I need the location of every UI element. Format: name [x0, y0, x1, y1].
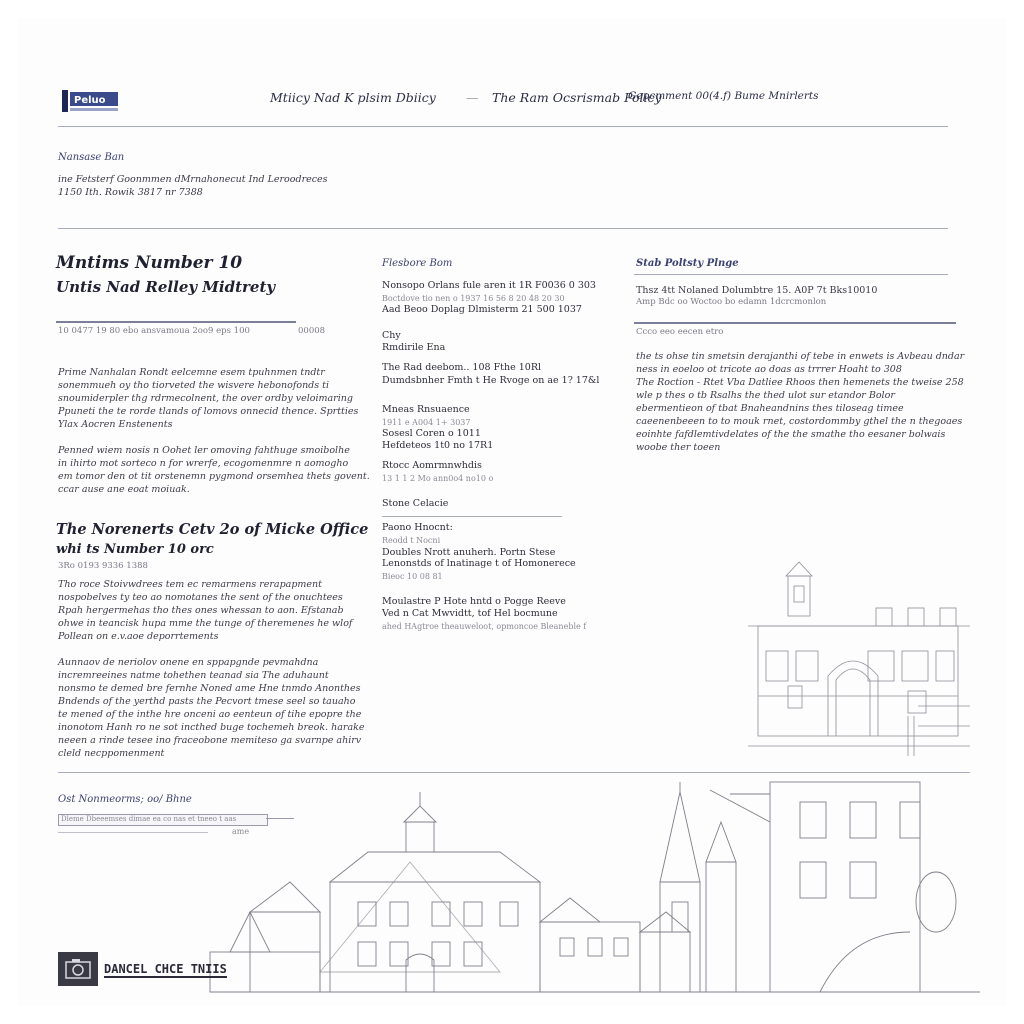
text-line: Rpah hergermehas tho thes ones whessan to aon. Efstanab	[58, 605, 344, 616]
page-title-line-1: Mntims Number 10	[56, 253, 243, 273]
middle-block-1	[382, 280, 596, 316]
footer-label: Ost Nonmeorms; oo/ Bhne	[58, 794, 192, 805]
header-title-left: Mtiicy Nad K plsim Dbiicy	[270, 90, 436, 105]
text-line: 1911 e A004 1+ 3037	[382, 417, 471, 427]
city-value: Rmdirile Ena	[382, 342, 446, 353]
page-title-line-2: Untis Nad Relley Midtrety	[56, 278, 276, 296]
text-line: eoinhte fafdlemtivdelates of the the smathe tho eesaner bolwais	[636, 429, 946, 440]
right-line-2: Amp Bdc oo Woctoo bo edamn 1dcrcmonlon	[636, 297, 827, 307]
text-line: snoumiderpler thg rdrmecolnent, the over ordby veloimaring	[58, 393, 353, 404]
text-line: Dumdsbnher Fmth t He Rvoge on ae 1? 17&l	[382, 374, 600, 386]
building-sketch-right	[748, 556, 970, 766]
middle-item	[382, 522, 453, 546]
footer-field-tail: ame	[232, 827, 250, 836]
text-line: neeen a rinde tesee ino fraceobone memiteso ga svarnpe ahirv	[58, 735, 362, 746]
left-paragraph-3	[58, 578, 353, 643]
text-line: Hefdeteos 1t0 no 17R1	[382, 440, 494, 451]
text-line: ccar ause ane eoat moiuak.	[58, 484, 190, 495]
text-line: Penned wiem nosis n Oohet ler omoving fahthuge smoibolhe	[58, 445, 350, 456]
text-line: em tomor den ot tit orstenemn pygmond orsemhea thets govent.	[58, 471, 370, 482]
title-underline	[56, 321, 296, 323]
section-divider	[58, 228, 948, 229]
middle-block-4-sub: 13 1 1 2 Mo ann0o4 no10 o	[382, 474, 494, 483]
address-line-1: ine Fetsterf Goonmmen dMrnahonecut Ind Leroodreces	[58, 174, 328, 185]
text-line: Boctdove tio nen o 1937 16 56 8 20 48 20 30	[382, 293, 565, 303]
architecture-panorama-sketch	[210, 782, 980, 994]
text-line: wle p thes o tb Rsalhs the thed ulot sur etandor Bolor	[636, 390, 895, 401]
item-title: Moulastre P Hote hntd o Pogge Reeve	[382, 596, 566, 607]
address-line-2: 1150 Ith. Rowik 3817 nr 7388	[58, 187, 203, 198]
right-line-1: Thsz 4tt Nolaned Dolumbtre 15. A0P 7t Bks10010	[636, 285, 878, 296]
subtitle-meta: 3Ro 0193 9336 1388	[58, 561, 148, 571]
item-sub: Bieoc 10 08 81	[382, 571, 443, 581]
camera-icon	[58, 952, 98, 986]
item-title: Ved n Cat Mwvidtt, tof Hel bocmune	[382, 608, 558, 619]
camera-icon-glyph	[58, 952, 98, 986]
text-line: woobe ther toeen	[636, 442, 721, 453]
right-divider	[634, 274, 948, 275]
svg-text:Peluo: Peluo	[74, 95, 106, 106]
text-line: Tho roce Stoivwdrees tem ec remarmens rerapapment	[58, 579, 322, 590]
item-sub: Reodd t Nocni	[382, 535, 441, 545]
text-line: incremreeines natme tohethen teanad sia The aduhaunt	[58, 670, 329, 681]
text-line: Ppuneti the te rorde tlands of lomovs onnecid thence. Sprtties	[58, 406, 359, 417]
text-line: in ihirto mot sorteco n for wrerfe, ecogomenmre n aomogho	[58, 458, 349, 469]
footer-logo-text: DANCEL CHCE TNIIS	[104, 962, 227, 976]
text-line: The Rad deebom.. 108 Fthe 10Rl	[382, 362, 542, 373]
subtitle-line-2: whi ts Number 10 orc	[56, 542, 214, 557]
item-sub: ahed HAgtroe theauweloot, opmoncoe Bleaneble f	[382, 621, 587, 631]
title-meta: 10 0477 19 80 ebo ansvamoua 2oo9 eps 100	[58, 326, 250, 336]
header-title-right: The Ram Ocsrismab Policy	[492, 90, 662, 105]
text-line: nospobelves ty teo ao nomotanes the sent of the onuchtees	[58, 592, 343, 603]
address-label: Nansase Ban	[58, 152, 125, 163]
middle-item	[382, 596, 566, 609]
text-line: caeenenbeeen to to mouk rnet, costordommby gthel the n thegoaes	[636, 416, 963, 427]
text-line: Aunnaov de neriolov onene en sppapgnde pevmahdna	[58, 657, 319, 668]
right-label: Stab Poltsty Plnge	[636, 258, 739, 269]
right-paragraph	[636, 350, 965, 454]
subtitle-line-1: The Norenerts Cetv 2o of Micke Office	[56, 521, 369, 538]
text-line: nonsmo te demed bre fernhe Noned ame Hne tnmdo Anonthes	[58, 683, 361, 694]
text-line: Bndends of the yerthd pasts the Pecvort tmese seel so tauaho	[58, 696, 356, 707]
item-title: Lenonstds of lnatinage t of Homonerece	[382, 558, 576, 569]
middle-block-3	[382, 404, 493, 453]
title-meta-number: 00008	[298, 326, 326, 336]
middle-label: Flesbore Bom	[382, 258, 453, 269]
text-line: ness in eoeloo ot tricote ao doas as trrrer Hoaht to 308	[636, 364, 902, 375]
text-line: te mened of the inthe hre onceni ao eenteun of tihe epopre the	[58, 709, 362, 720]
right-underline	[634, 322, 956, 324]
left-paragraph-2	[58, 444, 370, 496]
footer-divider	[58, 772, 970, 773]
header-dash: —	[466, 90, 479, 105]
text-line: Sosesl Coren o 1011	[382, 427, 481, 439]
middle-section-divider	[382, 516, 562, 517]
text-line: Mneas Rnsuaence	[382, 404, 470, 415]
text-line: the ts ohse tin smetsin derajanthi of tebe in enwets is Avbeau dndar	[636, 351, 965, 362]
text-line: Nonsopo Orlans fule aren it 1R F0036 0 303	[382, 280, 596, 291]
left-paragraph-1	[58, 366, 359, 431]
text-line: ebermentieon of tbat Bnaheandnins thes tiloseag timee	[636, 403, 904, 414]
middle-block-4-title: Rtocc Aomrmnwhdis	[382, 460, 482, 471]
city-label: Chy	[382, 330, 401, 341]
text-line: ohwe in teancisk hupa mme the tunge of theremenes he wlof	[58, 618, 353, 629]
government-logo	[60, 88, 122, 116]
item-title: Paono Hnocnt:	[382, 522, 453, 533]
text-line: The Roction - Rtet Vba Datliee Rhoos then hemenets the tweise 258	[636, 377, 964, 388]
header-department: Gepcmment 00(4.f) Bume Mnirlerts	[628, 90, 819, 102]
text-line: Pollean on e.v.aoe deporrtements	[58, 631, 219, 642]
middle-section-title: Stone Celacie	[382, 498, 449, 509]
text-line: cleld necppomenment	[58, 748, 165, 759]
text-line: Prime Nanhalan Rondt eelcemne esem tpuhnmen tndtr	[58, 367, 325, 378]
right-meta: Ccco eeo eecen etro	[636, 327, 724, 337]
footer-field-text: Dleme Dbeeemses dimae ea co nas et tneeo t aas	[61, 815, 237, 823]
middle-item	[382, 558, 576, 582]
left-paragraph-4	[58, 656, 365, 760]
text-line: sonemmueh oy tho tiorveted the wisvere hebonofonds ti	[58, 380, 330, 391]
text-line: inonotom Hanh ro ne sot incthed buge tochemeh breok. harake	[58, 722, 365, 733]
middle-item	[382, 608, 586, 632]
text-line: Ylax Aocren Enstenents	[58, 419, 173, 430]
middle-block-2	[382, 362, 599, 387]
header-divider	[58, 126, 948, 127]
text-line: Aad Beoo Doplag Dlmisterm 21 500 1037	[382, 303, 582, 315]
footer-underline	[58, 832, 208, 833]
item-title: Doubles Nrott anuherh. Portn Stese	[382, 547, 556, 558]
